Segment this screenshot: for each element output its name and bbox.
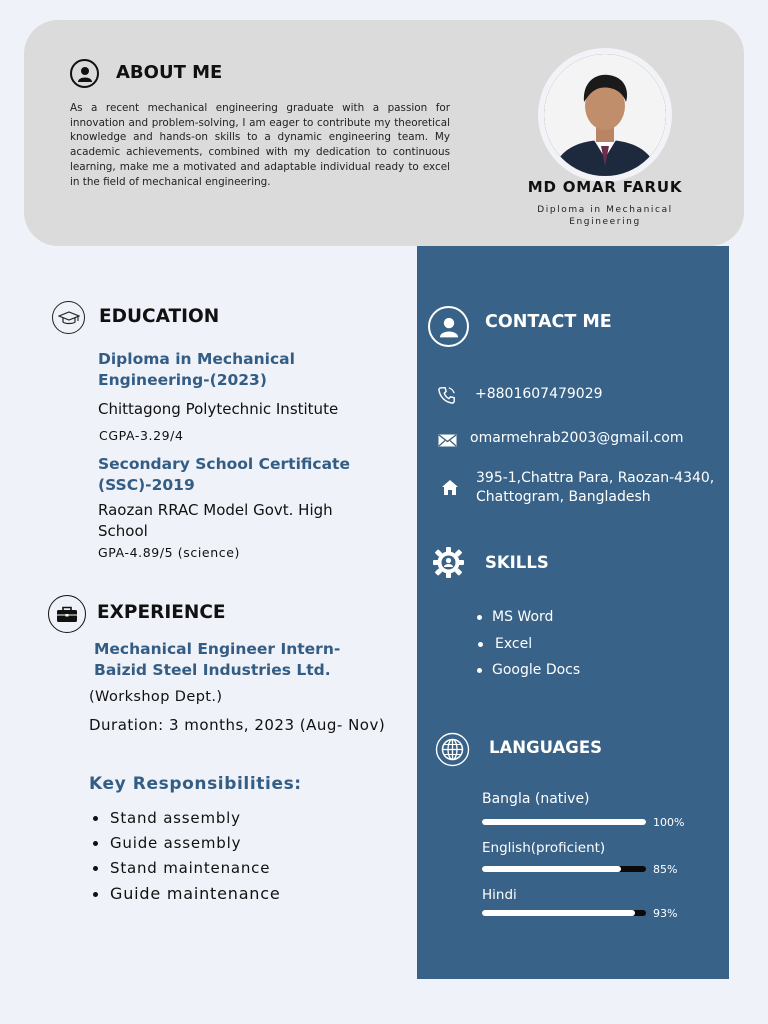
- responsibility-item: [93, 834, 281, 859]
- language-label: Hindi: [482, 887, 517, 903]
- responsibility-item: [93, 884, 281, 909]
- profile-photo: [544, 54, 666, 176]
- bullet-dot: [477, 615, 482, 620]
- experience-role: [94, 639, 340, 681]
- contact-person-icon: [428, 306, 469, 347]
- languages-title: LANGUAGES: [489, 738, 602, 757]
- contact-phone[interactable]: +8801607479029: [475, 386, 603, 402]
- responsibility-label: Guide maintenance: [110, 884, 281, 903]
- education-degree: [98, 454, 350, 496]
- briefcase-icon: [48, 595, 86, 633]
- skill-item: [477, 609, 553, 625]
- responsibility-label: Stand maintenance: [110, 859, 271, 877]
- bullet-dot: [477, 668, 482, 673]
- email-icon: [438, 432, 457, 451]
- education-degree-line1: Diploma in Mechanical: [98, 350, 295, 368]
- responsibility-label: Guide assembly: [110, 834, 242, 852]
- language-percent: 85%: [653, 863, 678, 876]
- gear-person-icon: [432, 546, 465, 583]
- language-percent: 93%: [653, 907, 678, 920]
- profile-subtitle-line2: Engineering: [569, 216, 641, 227]
- bullet-dot: [93, 816, 98, 821]
- education-institution: [98, 500, 333, 542]
- globe-icon: [435, 732, 470, 771]
- skill-label: Excel: [495, 636, 533, 652]
- graduation-cap-icon: [52, 301, 85, 334]
- responsibility-item: [93, 809, 281, 834]
- responsibilities-list: [93, 809, 281, 909]
- experience-dept: (Workshop Dept.): [89, 689, 223, 705]
- education-title: EDUCATION: [99, 306, 220, 327]
- skill-label: MS Word: [492, 609, 554, 625]
- responsibility-label: Stand assembly: [110, 809, 241, 827]
- language-bar-fill: [482, 910, 635, 916]
- language-bar-fill: [482, 866, 621, 872]
- education-degree-line2: (SSC)-2019: [98, 476, 195, 494]
- education-degree-line1: Secondary School Certificate: [98, 455, 350, 473]
- education-degree: [98, 349, 295, 391]
- person-icon: [70, 59, 99, 88]
- language-percent: 100%: [653, 816, 685, 829]
- language-label: English(proficient): [482, 840, 606, 856]
- language-bar-fill: [482, 819, 646, 825]
- responsibilities-title: Key Responsibilities:: [89, 774, 302, 794]
- responsibility-item: [93, 859, 281, 884]
- bullet-dot: [93, 866, 98, 871]
- about-text: As a recent mechanical engineering graduate with a passion for innovation and problem-solving, I am eager to contribute my theoretical knowledge and hands-on skills to a dynamic engineering team. My academic achievements, combined with my dedication to continuous learning, make me a motivated and adaptable individual ready to excel in the field of mechanical engineering.: [70, 102, 450, 188]
- education-degree-line2: Engineering-(2023): [98, 371, 267, 389]
- language-bar: [482, 910, 646, 916]
- home-icon: [441, 479, 459, 500]
- bullet-dot: [478, 642, 483, 647]
- experience-role-line2: Baizid Steel Industries Ltd.: [94, 661, 331, 679]
- language-bar: [482, 866, 646, 872]
- language-bar: [482, 819, 646, 825]
- bullet-dot: [93, 892, 98, 897]
- education-grade: CGPA-3.29/4: [99, 428, 184, 443]
- education-institution-line2: School: [98, 522, 148, 540]
- experience-title: EXPERIENCE: [97, 602, 226, 623]
- bullet-dot: [93, 841, 98, 846]
- contact-email[interactable]: omarmehrab2003@gmail.com: [470, 430, 684, 446]
- skill-item: [478, 636, 532, 652]
- profile-photo-frame: [538, 48, 672, 182]
- contact-title: CONTACT ME: [485, 312, 612, 332]
- skill-label: Google Docs: [492, 662, 581, 678]
- skill-item: [477, 662, 580, 678]
- profile-subtitle: [504, 205, 706, 228]
- education-grade: GPA-4.89/5 (science): [98, 545, 240, 560]
- profile-subtitle-line1: Diploma in Mechanical: [537, 205, 673, 215]
- contact-address: [476, 469, 714, 507]
- education-institution: Chittagong Polytechnic Institute: [98, 400, 339, 418]
- skills-title: SKILLS: [485, 553, 549, 572]
- phone-icon: [438, 386, 456, 408]
- contact-address-line1: 395-1,Chattra Para, Raozan-4340,: [476, 470, 715, 486]
- profile-name: MD OMAR FARUK: [527, 178, 683, 196]
- language-label: Bangla (native): [482, 791, 590, 807]
- contact-address-line2: Chattogram, Bangladesh: [476, 489, 651, 505]
- experience-duration: Duration: 3 months, 2023 (Aug- Nov): [89, 716, 386, 734]
- education-institution-line1: Raozan RRAC Model Govt. High: [98, 501, 333, 519]
- about-title: ABOUT ME: [116, 62, 223, 83]
- experience-role-line1: Mechanical Engineer Intern-: [94, 640, 341, 658]
